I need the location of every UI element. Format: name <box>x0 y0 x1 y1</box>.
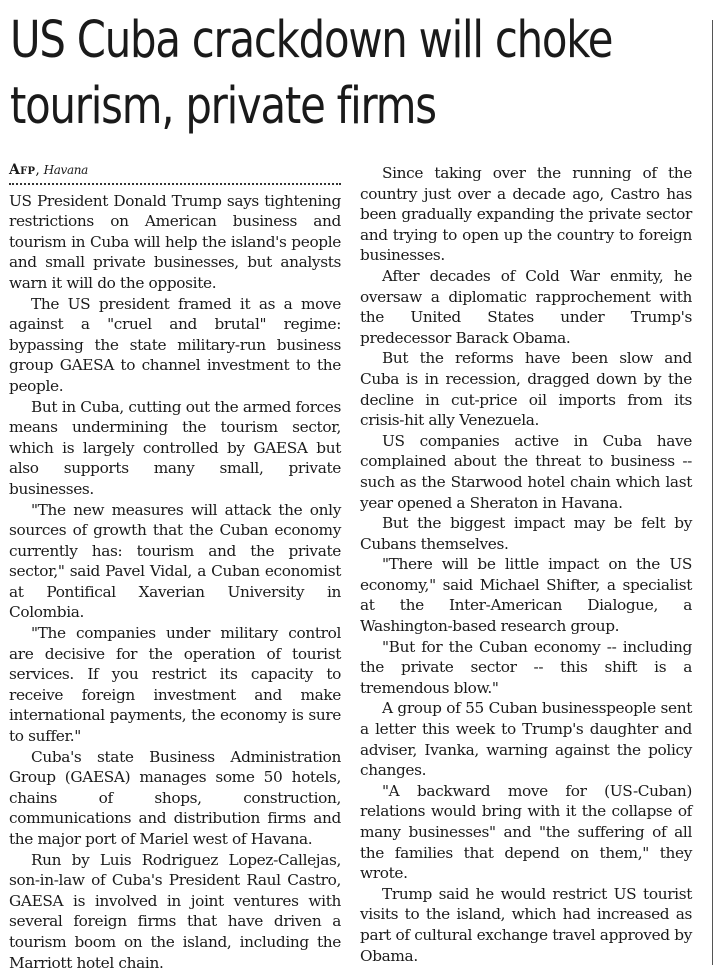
dotted-divider <box>9 183 341 185</box>
paragraph: US companies active in Cuba have complained about the threat to business -- such as the Starwood hotel chain which last year opened a Sheraton in Havana. <box>360 431 692 512</box>
byline: Afp, Havana <box>9 162 88 178</box>
byline-agency: Afp <box>9 162 36 178</box>
paragraph: Cuba's state Business Administration Group (GAESA) manages some 50 hotels, chains of shops, construction, communications and distribution firms and the major port of Mariel west of Havana. <box>9 747 341 848</box>
paragraph: "The companies under military control are decisive for the operation of tourist services. If you restrict its capacity to receive foreign investment and make international payments, the economy is sure to suffer." <box>9 624 341 746</box>
article-column-right <box>360 163 692 966</box>
paragraph: After decades of Cold War enmity, he oversaw a diplomatic rapprochement with the United States under Trump's predecessor Barack Obama. <box>360 266 692 347</box>
paragraph: "But for the Cuban economy -- including the private sector -- this shift is a tremendous blow." <box>360 637 692 697</box>
paragraph: US President Donald Trump says tightening restrictions on American business and tourism in Cuba will help the island's people and small private businesses, but analysts warn it will do the opposite. <box>9 191 341 292</box>
paragraph: Run by Luis Rodriguez Lopez-Callejas, son-in-law of Cuba's President Raul Castro, GAESA is involved in joint ventures with several foreign firms that have driven a tourism boom on the island, including the Marriott hotel chain. <box>9 850 341 972</box>
paragraph: But in Cuba, cutting out the armed forces means undermining the tourism sector, which is largely controlled by GAESA but also supports many small, private businesses. <box>9 397 341 498</box>
paragraph: A group of 55 Cuban businesspeople sent a letter this week to Trump's daughter and adviser, Ivanka, warning against the policy changes. <box>360 699 692 780</box>
paragraph: Since taking over the running of the country just over a decade ago, Castro has been gradually expanding the private sector and trying to open up the country to foreign businesses. <box>360 164 692 265</box>
paragraph: But the reforms have been slow and Cuba is in recession, dragged down by the decline in cut-price oil imports from its crisis-hit ally Venezuela. <box>360 349 692 430</box>
paragraph: But the biggest impact may be felt by Cubans themselves. <box>360 514 692 553</box>
paragraph: "The new measures will attack the only sources of growth that the Cuban economy currently has: tourism and the private sector," said Pavel Vidal, a Cuban economist at Pontifical Xaverian University in Colombia. <box>9 500 341 622</box>
column-rule <box>712 20 713 965</box>
paragraph: "A backward move for (US-Cuban) relations would bring with it the collapse of many businesses" and "the suffering of all the families that depend on them," they wrote. <box>360 781 692 883</box>
headline: US Cuba crackdown will choke tourism, private firms <box>10 11 613 136</box>
byline-location: Havana <box>43 163 88 177</box>
paragraph: Trump said he would restrict US tourist visits to the island, which had increased as part of cultural exchange travel approved by Obama. <box>360 884 692 965</box>
article-column-left <box>9 160 341 973</box>
paragraph: "There will be little impact on the US economy," said Michael Shifter, a specialist at the Inter-American Dialogue, a Washington-based research group. <box>360 555 692 636</box>
paragraph: The US president framed it as a move against a "cruel and brutal" regime: bypassing the state military-run business group GAESA to channel investment to the people. <box>9 294 341 395</box>
